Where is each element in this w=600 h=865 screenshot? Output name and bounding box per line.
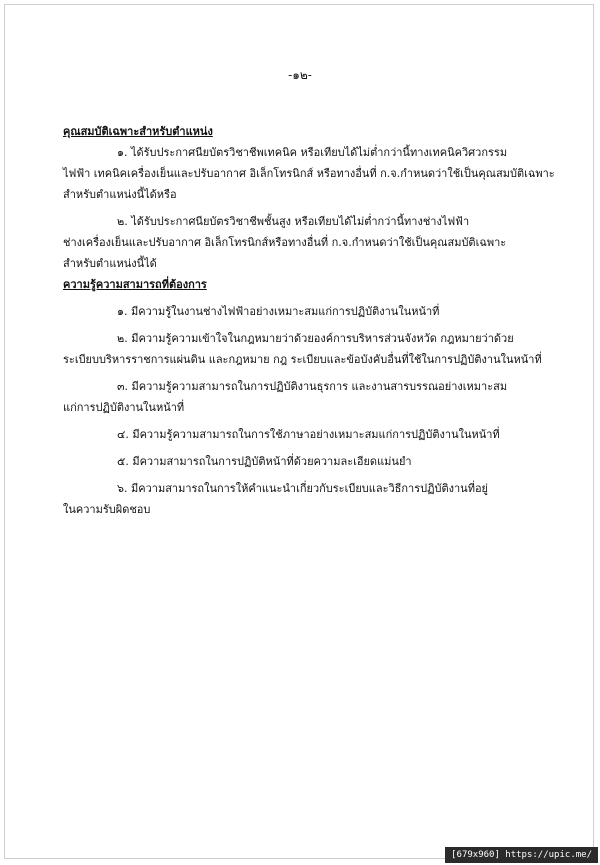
knowledge-item-6-line-1: ๖. มีความสามารถในการให้คำแนะนำเกี่ยวกับระเบียบและวิธีการปฏิบัติงานที่อยู่: [117, 482, 488, 496]
qualification-item-2-line-1: ๒. ได้รับประกาศนียบัตรวิชาชีพชั้นสูง หรือเทียบได้ไม่ต่ำกว่านี้ทางช่างไฟฟ้า: [117, 215, 470, 229]
image-host-badge: [679x960] https://upic.me/: [445, 847, 598, 863]
knowledge-item-2-line-1: ๒. มีความรู้ความเข้าใจในกฎหมายว่าด้วยองค์การบริหารส่วนจังหวัด กฎหมายว่าด้วย: [117, 332, 514, 346]
qualification-item-2-line-2: ช่างเครื่องเย็นและปรับอากาศ อิเล็กโทรนิกส์หรือทางอื่นที่ ก.จ.กำหนดว่าใช้เป็นคุณสมบัติเฉพาะ: [63, 236, 507, 250]
knowledge-item-4-line-1: ๔. มีความรู้ความสามารถในการใช้ภาษาอย่างเหมาะสมแก่การปฏิบัติงานในหน้าที่: [117, 428, 500, 442]
qualification-item-1-line-1: ๑. ได้รับประกาศนียบัตรวิชาชีพเทคนิค หรือเทียบได้ไม่ต่ำกว่านี้ทางเทคนิควิศวกรรม: [117, 146, 508, 160]
qualification-item-1-line-2: ไฟฟ้า เทคนิคเครื่องเย็นและปรับอากาศ อิเล็กโทรนิกส์ หรือทางอื่นที่ ก.จ.กำหนดว่าใช้เป็นคุณสมบัติเฉพาะ: [63, 167, 555, 181]
qualification-item-2-line-3: สำหรับตำแหน่งนี้ได้: [63, 257, 157, 271]
section-title-knowledge: ความรู้ความสามารถที่ต้องการ: [63, 278, 207, 292]
knowledge-item-3-line-1: ๓. มีความรู้ความสามารถในการปฏิบัติงานธุรการ และงานสารบรรณอย่างเหมาะสม: [117, 380, 508, 394]
knowledge-item-2-line-2: ระเบียบบริหารราชการแผ่นดิน และกฎหมาย กฎ ระเบียบและข้อบังคับอื่นที่ใช้ในการปฏิบัติงานในหน้าที่: [63, 353, 542, 367]
knowledge-item-1-line-1: ๑. มีความรู้ในงานช่างไฟฟ้าอย่างเหมาะสมแก่การปฏิบัติงานในหน้าที่: [117, 305, 440, 319]
document-body: [63, 122, 555, 521]
page-number: -๑๒-: [288, 68, 312, 82]
knowledge-item-5-line-1: ๕. มีความสามารถในการปฏิบัติหน้าที่ด้วยความละเอียดแม่นยำ: [117, 455, 412, 469]
section-title-qualifications: คุณสมบัติเฉพาะสำหรับตำแหน่ง: [63, 125, 213, 139]
qualification-item-1-line-3: สำหรับตำแหน่งนี้ได้หรือ: [63, 188, 177, 202]
knowledge-item-6-line-2: ในความรับผิดชอบ: [63, 503, 151, 517]
knowledge-item-3-line-2: แก่การปฏิบัติงานในหน้าที่: [63, 401, 185, 415]
